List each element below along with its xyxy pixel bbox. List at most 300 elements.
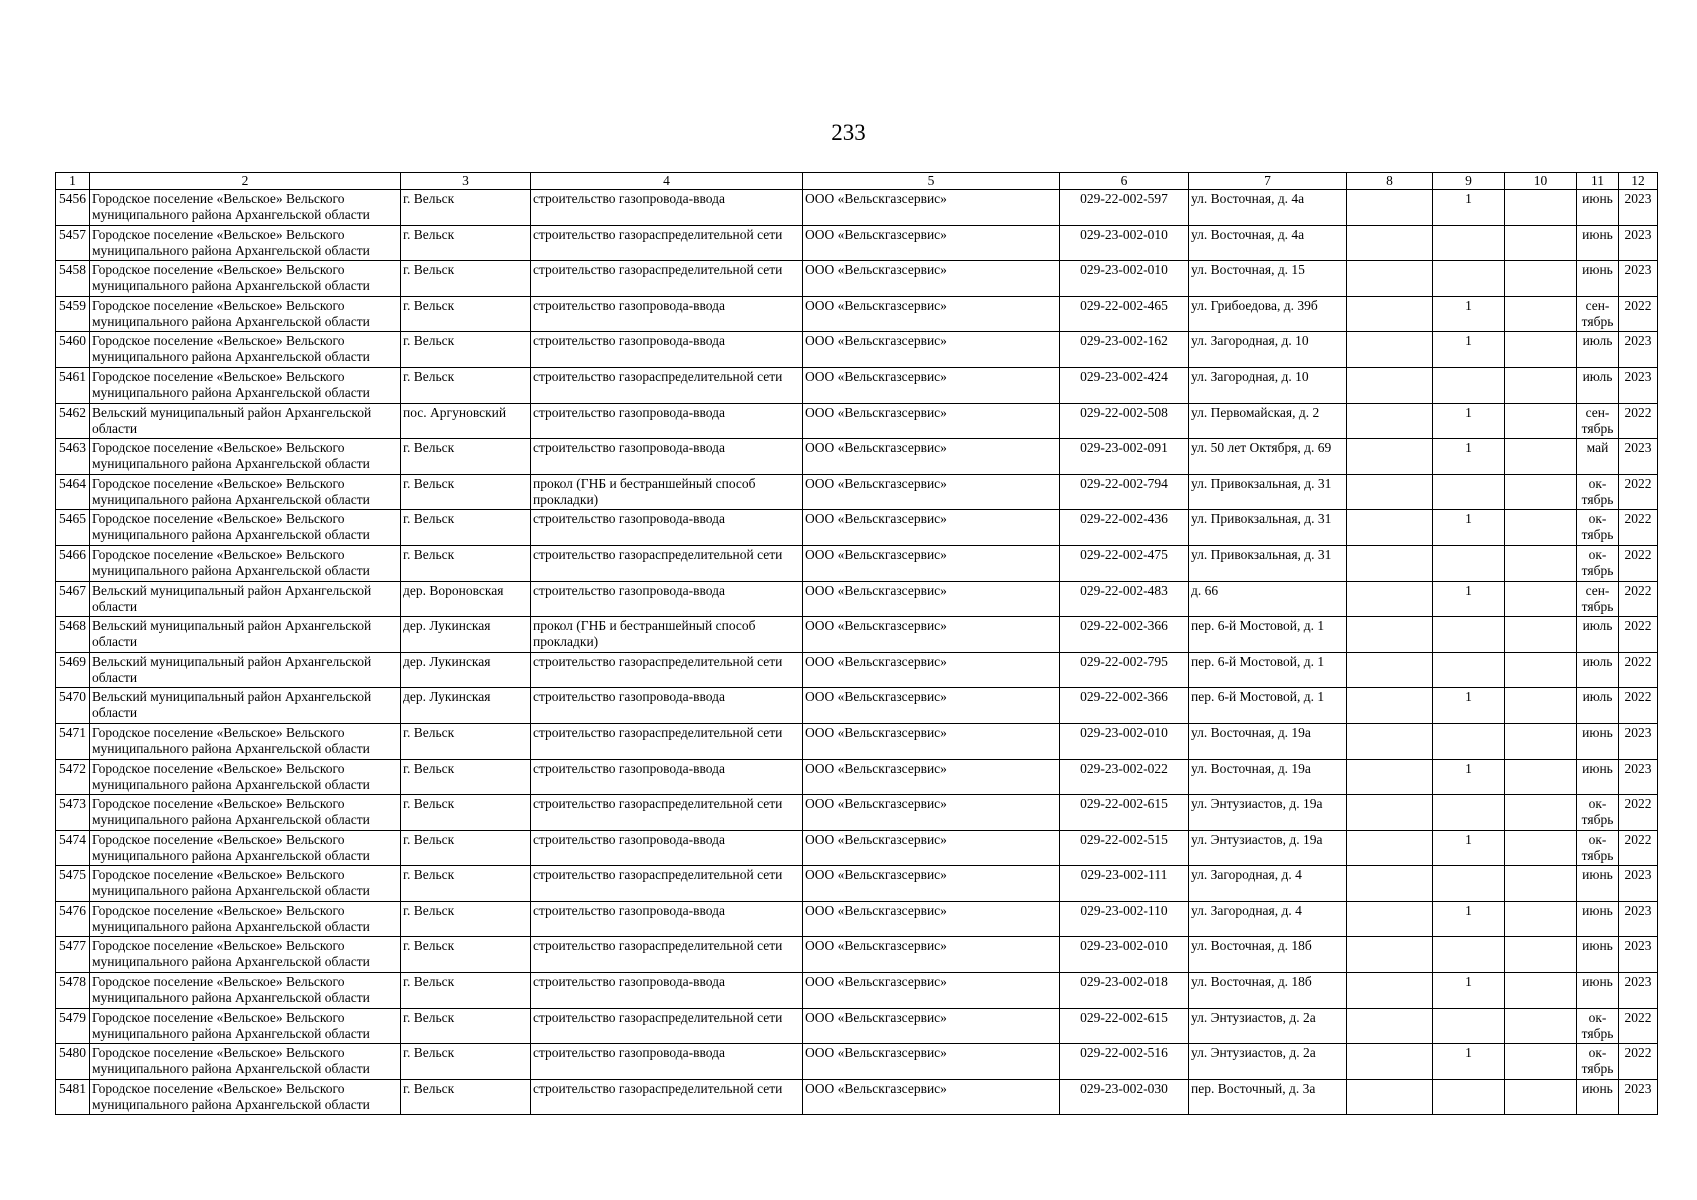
cell-address: ул. 50 лет Октября, д. 69 [1189,439,1347,475]
cell-address: пер. Восточный, д. 3а [1189,1079,1347,1115]
cell-year: 2023 [1619,190,1658,226]
cell-col-10 [1505,1044,1577,1080]
cell-organization: ООО «Вельскгазсервис» [803,617,1060,653]
table-row [56,474,1658,510]
cell-work-type: строительство газораспределительной сети [531,1008,803,1044]
cell-settlement: г. Вельск [401,474,531,510]
cell-address: ул. Загородная, д. 4 [1189,866,1347,902]
cell-municipality: Городское поселение «Вельское» Вельского муниципального района Архангельской области [90,759,401,795]
cell-settlement: г. Вельск [401,545,531,581]
cell-organization: ООО «Вельскгазсервис» [803,652,1060,688]
cell-object-code: 029-23-002-010 [1060,937,1189,973]
column-header-6: 6 [1060,173,1189,190]
cell-row-number: 5458 [56,261,90,297]
cell-month: июнь [1577,723,1619,759]
cell-settlement: г. Вельск [401,1044,531,1080]
cell-organization: ООО «Вельскгазсервис» [803,367,1060,403]
cell-address: ул. Энтузиастов, д. 19а [1189,795,1347,831]
cell-count: 1 [1433,510,1505,546]
cell-work-type: строительство газопровода-ввода [531,688,803,724]
cell-work-type: строительство газораспределительной сети [531,261,803,297]
cell-work-type: строительство газопровода-ввода [531,581,803,617]
cell-year: 2022 [1619,795,1658,831]
cell-municipality: Вельский муниципальный район Архангельской области [90,617,401,653]
cell-month: ок-тябрь [1577,474,1619,510]
cell-address: пер. 6-й Мостовой, д. 1 [1189,617,1347,653]
cell-object-code: 029-23-002-010 [1060,261,1189,297]
cell-organization: ООО «Вельскгазсервис» [803,439,1060,475]
cell-col-10 [1505,973,1577,1009]
cell-row-number: 5474 [56,830,90,866]
cell-work-type: строительство газораспределительной сети [531,367,803,403]
cell-municipality: Городское поселение «Вельское» Вельского муниципального района Архангельской области [90,866,401,902]
cell-col-8 [1347,866,1433,902]
cell-row-number: 5461 [56,367,90,403]
cell-count: 1 [1433,296,1505,332]
cell-organization: ООО «Вельскгазсервис» [803,261,1060,297]
cell-year: 2023 [1619,937,1658,973]
cell-year: 2022 [1619,1044,1658,1080]
cell-work-type: прокол (ГНБ и бестраншейный способ прокладки) [531,617,803,653]
cell-month: июнь [1577,225,1619,261]
cell-row-number: 5460 [56,332,90,368]
cell-col-10 [1505,545,1577,581]
cell-municipality: Городское поселение «Вельское» Вельского муниципального района Архангельской области [90,1044,401,1080]
table-body [56,190,1658,1115]
cell-address: ул. Энтузиастов, д. 19а [1189,830,1347,866]
cell-count [1433,367,1505,403]
table-row [56,367,1658,403]
cell-col-8 [1347,688,1433,724]
cell-municipality: Городское поселение «Вельское» Вельского муниципального района Архангельской области [90,723,401,759]
cell-count: 1 [1433,332,1505,368]
cell-settlement: г. Вельск [401,866,531,902]
cell-object-code: 029-23-002-022 [1060,759,1189,795]
cell-organization: ООО «Вельскгазсервис» [803,296,1060,332]
cell-year: 2022 [1619,510,1658,546]
cell-count [1433,795,1505,831]
cell-object-code: 029-22-002-515 [1060,830,1189,866]
cell-organization: ООО «Вельскгазсервис» [803,688,1060,724]
cell-organization: ООО «Вельскгазсервис» [803,1079,1060,1115]
column-header-3: 3 [401,173,531,190]
cell-col-10 [1505,937,1577,973]
cell-organization: ООО «Вельскгазсервис» [803,1044,1060,1080]
table-row [56,190,1658,226]
column-header-7: 7 [1189,173,1347,190]
table-row [56,759,1658,795]
cell-settlement: г. Вельск [401,795,531,831]
cell-year: 2022 [1619,581,1658,617]
cell-year: 2023 [1619,439,1658,475]
cell-work-type: строительство газопровода-ввода [531,759,803,795]
cell-col-10 [1505,759,1577,795]
cell-year: 2022 [1619,617,1658,653]
cell-address: ул. Восточная, д. 19а [1189,759,1347,795]
cell-count [1433,866,1505,902]
cell-count: 1 [1433,190,1505,226]
cell-col-10 [1505,652,1577,688]
cell-col-8 [1347,545,1433,581]
cell-settlement: дер. Лукинская [401,688,531,724]
cell-address: ул. Восточная, д. 4а [1189,225,1347,261]
cell-year: 2022 [1619,474,1658,510]
cell-col-8 [1347,795,1433,831]
cell-row-number: 5472 [56,759,90,795]
cell-year: 2022 [1619,830,1658,866]
table-row [56,1044,1658,1080]
cell-col-8 [1347,403,1433,439]
cell-organization: ООО «Вельскгазсервис» [803,866,1060,902]
cell-object-code: 029-23-002-030 [1060,1079,1189,1115]
table-row [56,688,1658,724]
cell-col-8 [1347,937,1433,973]
cell-organization: ООО «Вельскгазсервис» [803,973,1060,1009]
cell-month: июнь [1577,1079,1619,1115]
cell-organization: ООО «Вельскгазсервис» [803,937,1060,973]
cell-address: ул. Восточная, д. 4а [1189,190,1347,226]
table-row [56,439,1658,475]
cell-month: июль [1577,617,1619,653]
cell-count: 1 [1433,581,1505,617]
table-row [56,973,1658,1009]
cell-object-code: 029-23-002-110 [1060,901,1189,937]
cell-work-type: строительство газопровода-ввода [531,830,803,866]
table-row [56,581,1658,617]
column-header-9: 9 [1433,173,1505,190]
cell-count: 1 [1433,759,1505,795]
column-header-4: 4 [531,173,803,190]
cell-col-8 [1347,652,1433,688]
cell-col-8 [1347,439,1433,475]
cell-year: 2022 [1619,296,1658,332]
cell-address: ул. Привокзальная, д. 31 [1189,510,1347,546]
table-row [56,545,1658,581]
cell-col-10 [1505,332,1577,368]
cell-settlement: дер. Вороновская [401,581,531,617]
cell-object-code: 029-22-002-366 [1060,617,1189,653]
cell-address: ул. Грибоедова, д. 39б [1189,296,1347,332]
cell-row-number: 5456 [56,190,90,226]
cell-municipality: Городское поселение «Вельское» Вельского муниципального района Архангельской области [90,545,401,581]
cell-col-10 [1505,581,1577,617]
cell-col-8 [1347,261,1433,297]
cell-col-10 [1505,1079,1577,1115]
cell-work-type: строительство газораспределительной сети [531,937,803,973]
cell-month: ок-тябрь [1577,795,1619,831]
cell-year: 2023 [1619,866,1658,902]
cell-month: ок-тябрь [1577,1008,1619,1044]
cell-object-code: 029-23-002-010 [1060,225,1189,261]
cell-settlement: г. Вельск [401,759,531,795]
cell-count [1433,261,1505,297]
cell-address: ул. Восточная, д. 15 [1189,261,1347,297]
cell-address: ул. Восточная, д. 18б [1189,973,1347,1009]
cell-object-code: 029-22-002-508 [1060,403,1189,439]
cell-month: июнь [1577,866,1619,902]
cell-municipality: Вельский муниципальный район Архангельской области [90,688,401,724]
cell-object-code: 029-22-002-465 [1060,296,1189,332]
cell-address: д. 66 [1189,581,1347,617]
cell-object-code: 029-23-002-010 [1060,723,1189,759]
cell-col-8 [1347,759,1433,795]
cell-month: июнь [1577,901,1619,937]
cell-row-number: 5462 [56,403,90,439]
page-number: 233 [831,120,866,145]
cell-municipality: Городское поселение «Вельское» Вельского муниципального района Архангельской области [90,1079,401,1115]
cell-month: сен-тябрь [1577,581,1619,617]
cell-month: ок-тябрь [1577,545,1619,581]
table-row [56,617,1658,653]
cell-year: 2023 [1619,759,1658,795]
cell-count [1433,937,1505,973]
cell-address: ул. Энтузиастов, д. 2а [1189,1044,1347,1080]
cell-object-code: 029-22-002-615 [1060,1008,1189,1044]
cell-col-10 [1505,866,1577,902]
cell-month: ок-тябрь [1577,510,1619,546]
cell-municipality: Городское поселение «Вельское» Вельского муниципального района Архангельской области [90,439,401,475]
cell-address: ул. Загородная, д. 10 [1189,367,1347,403]
cell-month: июнь [1577,937,1619,973]
cell-row-number: 5480 [56,1044,90,1080]
cell-row-number: 5475 [56,866,90,902]
cell-municipality: Городское поселение «Вельское» Вельского муниципального района Архангельской области [90,937,401,973]
cell-municipality: Городское поселение «Вельское» Вельского муниципального района Архангельской области [90,510,401,546]
registry-table [55,172,1658,1115]
cell-row-number: 5457 [56,225,90,261]
cell-col-10 [1505,830,1577,866]
cell-settlement: дер. Лукинская [401,617,531,653]
cell-col-10 [1505,617,1577,653]
cell-col-10 [1505,439,1577,475]
cell-organization: ООО «Вельскгазсервис» [803,759,1060,795]
cell-settlement: г. Вельск [401,332,531,368]
cell-row-number: 5467 [56,581,90,617]
cell-work-type: строительство газопровода-ввода [531,973,803,1009]
cell-month: июнь [1577,973,1619,1009]
cell-work-type: строительство газораспределительной сети [531,652,803,688]
cell-col-8 [1347,1044,1433,1080]
cell-settlement: г. Вельск [401,439,531,475]
cell-object-code: 029-22-002-366 [1060,688,1189,724]
cell-object-code: 029-23-002-111 [1060,866,1189,902]
column-header-10: 10 [1505,173,1577,190]
cell-organization: ООО «Вельскгазсервис» [803,225,1060,261]
cell-year: 2023 [1619,225,1658,261]
cell-row-number: 5481 [56,1079,90,1115]
cell-work-type: строительство газораспределительной сети [531,795,803,831]
column-header-1: 1 [56,173,90,190]
cell-col-10 [1505,474,1577,510]
cell-address: ул. Восточная, д. 19а [1189,723,1347,759]
cell-municipality: Городское поселение «Вельское» Вельского муниципального района Архангельской области [90,1008,401,1044]
cell-count [1433,723,1505,759]
cell-col-8 [1347,474,1433,510]
cell-work-type: строительство газопровода-ввода [531,403,803,439]
cell-row-number: 5465 [56,510,90,546]
cell-col-8 [1347,973,1433,1009]
cell-settlement: дер. Лукинская [401,652,531,688]
cell-month: июнь [1577,759,1619,795]
column-header-11: 11 [1577,173,1619,190]
cell-count: 1 [1433,973,1505,1009]
cell-row-number: 5464 [56,474,90,510]
cell-col-10 [1505,190,1577,226]
cell-settlement: г. Вельск [401,261,531,297]
cell-settlement: г. Вельск [401,296,531,332]
cell-col-10 [1505,723,1577,759]
cell-year: 2023 [1619,901,1658,937]
cell-year: 2022 [1619,545,1658,581]
cell-col-8 [1347,581,1433,617]
cell-organization: ООО «Вельскгазсервис» [803,901,1060,937]
cell-count [1433,652,1505,688]
cell-municipality: Городское поселение «Вельское» Вельского муниципального района Архангельской области [90,830,401,866]
cell-organization: ООО «Вельскгазсервис» [803,474,1060,510]
cell-year: 2023 [1619,367,1658,403]
cell-count [1433,1008,1505,1044]
cell-work-type: строительство газопровода-ввода [531,439,803,475]
cell-count: 1 [1433,403,1505,439]
cell-col-10 [1505,296,1577,332]
cell-settlement: г. Вельск [401,973,531,1009]
cell-col-8 [1347,830,1433,866]
cell-municipality: Городское поселение «Вельское» Вельского муниципального района Архангельской области [90,332,401,368]
table-row [56,332,1658,368]
cell-row-number: 5469 [56,652,90,688]
cell-count [1433,545,1505,581]
cell-col-10 [1505,367,1577,403]
cell-count: 1 [1433,901,1505,937]
cell-row-number: 5470 [56,688,90,724]
cell-col-10 [1505,901,1577,937]
cell-work-type: строительство газораспределительной сети [531,866,803,902]
cell-work-type: строительство газопровода-ввода [531,1044,803,1080]
table-row [56,296,1658,332]
cell-col-10 [1505,225,1577,261]
cell-year: 2023 [1619,261,1658,297]
cell-settlement: г. Вельск [401,225,531,261]
cell-object-code: 029-22-002-795 [1060,652,1189,688]
cell-col-8 [1347,296,1433,332]
cell-count [1433,474,1505,510]
table-row [56,795,1658,831]
cell-year: 2022 [1619,403,1658,439]
cell-month: июль [1577,652,1619,688]
table-row [56,901,1658,937]
cell-year: 2023 [1619,723,1658,759]
cell-municipality: Вельский муниципальный район Архангельской области [90,652,401,688]
cell-month: июль [1577,332,1619,368]
column-header-2: 2 [90,173,401,190]
cell-municipality: Городское поселение «Вельское» Вельского муниципального района Архангельской области [90,261,401,297]
cell-row-number: 5466 [56,545,90,581]
table-row [56,937,1658,973]
cell-address: пер. 6-й Мостовой, д. 1 [1189,688,1347,724]
cell-organization: ООО «Вельскгазсервис» [803,403,1060,439]
cell-col-8 [1347,723,1433,759]
cell-year: 2022 [1619,652,1658,688]
cell-organization: ООО «Вельскгазсервис» [803,581,1060,617]
cell-settlement: г. Вельск [401,1008,531,1044]
cell-year: 2022 [1619,688,1658,724]
cell-month: май [1577,439,1619,475]
cell-col-8 [1347,1079,1433,1115]
cell-work-type: строительство газораспределительной сети [531,545,803,581]
cell-settlement: г. Вельск [401,367,531,403]
cell-work-type: строительство газопровода-ввода [531,901,803,937]
cell-col-8 [1347,367,1433,403]
cell-month: июль [1577,367,1619,403]
cell-year: 2023 [1619,973,1658,1009]
cell-work-type: прокол (ГНБ и бестраншейный способ прокладки) [531,474,803,510]
cell-col-8 [1347,510,1433,546]
cell-month: ок-тябрь [1577,1044,1619,1080]
cell-row-number: 5471 [56,723,90,759]
cell-year: 2023 [1619,1079,1658,1115]
cell-row-number: 5479 [56,1008,90,1044]
cell-month: июнь [1577,261,1619,297]
cell-count [1433,1079,1505,1115]
cell-col-10 [1505,510,1577,546]
cell-address: ул. Привокзальная, д. 31 [1189,474,1347,510]
table-row [56,723,1658,759]
cell-col-8 [1347,617,1433,653]
cell-col-10 [1505,403,1577,439]
cell-work-type: строительство газопровода-ввода [531,296,803,332]
cell-address: пер. 6-й Мостовой, д. 1 [1189,652,1347,688]
cell-object-code: 029-22-002-483 [1060,581,1189,617]
cell-month: сен-тябрь [1577,403,1619,439]
cell-col-10 [1505,795,1577,831]
cell-organization: ООО «Вельскгазсервис» [803,545,1060,581]
cell-col-10 [1505,1008,1577,1044]
cell-municipality: Городское поселение «Вельское» Вельского муниципального района Архангельской области [90,973,401,1009]
cell-object-code: 029-22-002-516 [1060,1044,1189,1080]
cell-col-8 [1347,901,1433,937]
table-row [56,225,1658,261]
table-row [56,510,1658,546]
cell-organization: ООО «Вельскгазсервис» [803,332,1060,368]
cell-settlement: г. Вельск [401,190,531,226]
column-header-8: 8 [1347,173,1433,190]
column-header-5: 5 [803,173,1060,190]
cell-col-8 [1347,225,1433,261]
cell-row-number: 5468 [56,617,90,653]
cell-object-code: 029-23-002-091 [1060,439,1189,475]
cell-organization: ООО «Вельскгазсервис» [803,830,1060,866]
cell-organization: ООО «Вельскгазсервис» [803,190,1060,226]
cell-address: ул. Восточная, д. 18б [1189,937,1347,973]
cell-settlement: г. Вельск [401,1079,531,1115]
table-row [56,403,1658,439]
cell-object-code: 029-23-002-018 [1060,973,1189,1009]
cell-work-type: строительство газопровода-ввода [531,190,803,226]
cell-year: 2023 [1619,332,1658,368]
table-row [56,1008,1658,1044]
cell-work-type: строительство газопровода-ввода [531,510,803,546]
cell-object-code: 029-23-002-162 [1060,332,1189,368]
cell-year: 2022 [1619,1008,1658,1044]
cell-month: ок-тябрь [1577,830,1619,866]
cell-settlement: г. Вельск [401,901,531,937]
cell-municipality: Вельский муниципальный район Архангельской области [90,403,401,439]
cell-settlement: пос. Аргуновский [401,403,531,439]
cell-count: 1 [1433,830,1505,866]
cell-col-10 [1505,688,1577,724]
cell-count: 1 [1433,439,1505,475]
cell-object-code: 029-22-002-794 [1060,474,1189,510]
